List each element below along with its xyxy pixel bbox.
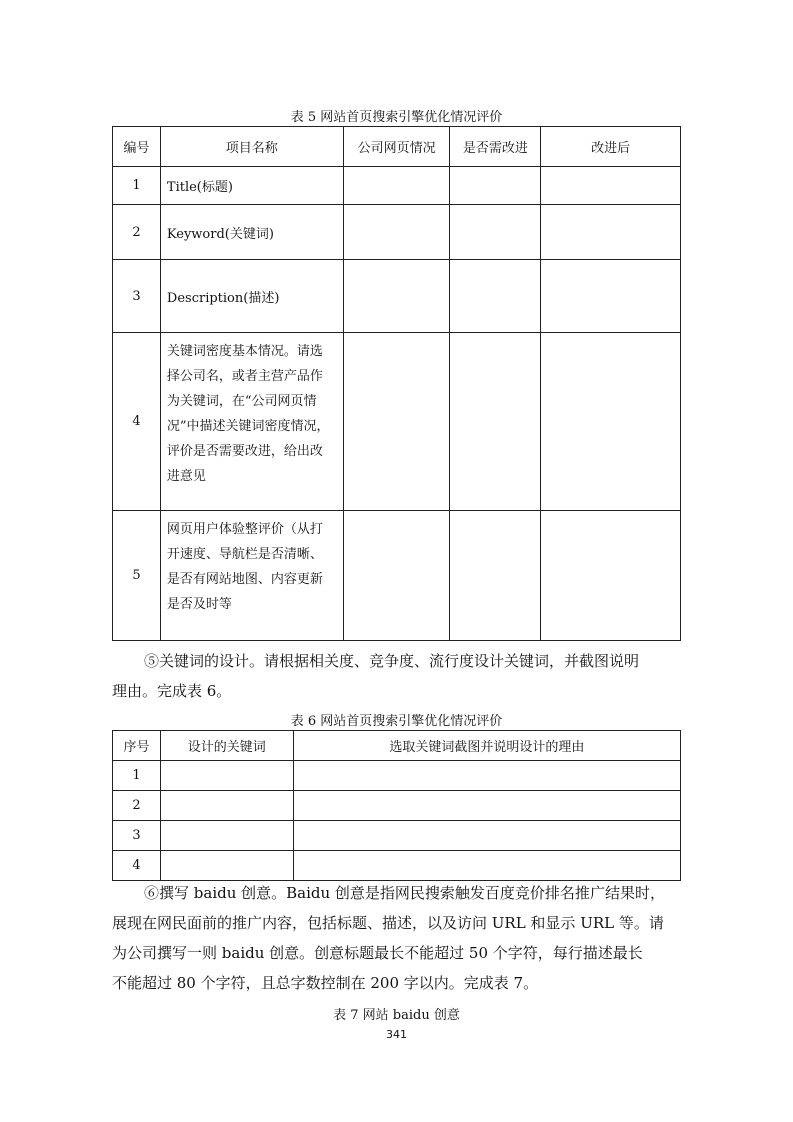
empty-cell (450, 167, 541, 205)
empty-cell (541, 260, 681, 333)
table5-header-row (113, 127, 681, 167)
row-number: 2 (113, 205, 161, 260)
table5-header-improve: 是否需改进 (450, 127, 541, 167)
empty-cell (343, 205, 450, 260)
row-item: Keyword(关键词) (160, 205, 343, 260)
table-row (113, 851, 681, 881)
table5-header-no: 编号 (113, 127, 161, 167)
table-row (113, 205, 681, 260)
table6-caption: 表 6 网站首页搜索引擎优化情况评价 (290, 714, 503, 729)
row-item-multiline (160, 511, 343, 641)
paragraph-line: ⑤关键词的设计。请根据相关度、竞争度、流行度设计关键词，并截图说明 (144, 652, 640, 670)
paragraph-keyword-design (112, 646, 688, 706)
empty-cell (343, 260, 450, 333)
row-item: Description(描述) (160, 260, 343, 333)
row-number: 1 (113, 761, 161, 791)
item-line: 进意见 (166, 469, 206, 484)
table-row (113, 511, 681, 641)
item-line: 是否及时等 (166, 597, 232, 612)
table-row (113, 791, 681, 821)
table-row (113, 333, 681, 511)
table5-header-company: 公司网页情况 (343, 127, 450, 167)
item-line: 网页用户体验整评价（从打 (166, 522, 323, 537)
paragraph-line: 理由。完成表 6。 (112, 682, 232, 700)
paragraph-line: 展现在网民面前的推广内容，包括标题、描述，以及访问 URL 和显示 URL 等。请 (112, 914, 664, 932)
paragraph-line: 为公司撰写一则 baidu 创意。创意标题最长不能超过 50 个字符，每行描述最长 (112, 944, 643, 962)
item-line: 开速度、导航栏是否清晰、 (166, 547, 323, 562)
item-line: 评价是否需要改进，给出改 (166, 444, 323, 459)
empty-cell (293, 791, 680, 821)
table6-header-keyword: 设计的关键词 (160, 731, 293, 761)
empty-cell (160, 821, 293, 851)
paragraph-line: ⑥撰写 baidu 创意。Baidu 创意是指网民搜索触发百度竞价排名推广结果时， (144, 884, 665, 902)
table6-header-no: 序号 (113, 731, 161, 761)
item-line: 况”中描述关键词密度情况， (166, 419, 330, 434)
row-number: 5 (113, 511, 161, 641)
empty-cell (450, 205, 541, 260)
item-line: 是否有网站地图、内容更新 (166, 572, 323, 587)
row-item: Title(标题) (160, 167, 343, 205)
table-row (113, 167, 681, 205)
row-number: 1 (113, 167, 161, 205)
table-row (113, 821, 681, 851)
row-number: 2 (113, 791, 161, 821)
row-number: 4 (113, 333, 161, 511)
empty-cell (450, 333, 541, 511)
table6 (112, 730, 681, 881)
row-number: 3 (113, 821, 161, 851)
table5-caption: 表 5 网站首页搜索引擎优化情况评价 (290, 110, 503, 125)
table5-header-after: 改进后 (541, 127, 681, 167)
table6-header-row (113, 731, 681, 761)
empty-cell (160, 761, 293, 791)
empty-cell (343, 333, 450, 511)
empty-cell (343, 167, 450, 205)
item-line: 择公司名，或者主营产品作 (166, 369, 323, 384)
row-item-multiline (160, 333, 343, 511)
empty-cell (450, 511, 541, 641)
paragraph-baidu-creative (112, 878, 688, 998)
empty-cell (541, 167, 681, 205)
page-number: 341 (386, 1028, 407, 1041)
empty-cell (293, 821, 680, 851)
item-line: 为关键词，在“公司网页情 (166, 394, 317, 409)
table-row (113, 260, 681, 333)
table5 (112, 126, 681, 641)
empty-cell (293, 761, 680, 791)
table6-header-reason: 选取关键词截图并说明设计的理由 (293, 731, 680, 761)
empty-cell (343, 511, 450, 641)
row-number: 3 (113, 260, 161, 333)
item-line: 关键词密度基本情况。请选 (166, 344, 323, 359)
empty-cell (541, 333, 681, 511)
empty-cell (160, 851, 293, 881)
table-row (113, 761, 681, 791)
empty-cell (293, 851, 680, 881)
row-number: 4 (113, 851, 161, 881)
table5-header-item: 项目名称 (160, 127, 343, 167)
empty-cell (160, 791, 293, 821)
empty-cell (541, 205, 681, 260)
paragraph-line: 不能超过 80 个字符，且总字数控制在 200 字以内。完成表 7。 (112, 974, 539, 992)
table7-caption: 表 7 网站 baidu 创意 (333, 1008, 460, 1023)
empty-cell (450, 260, 541, 333)
empty-cell (541, 511, 681, 641)
